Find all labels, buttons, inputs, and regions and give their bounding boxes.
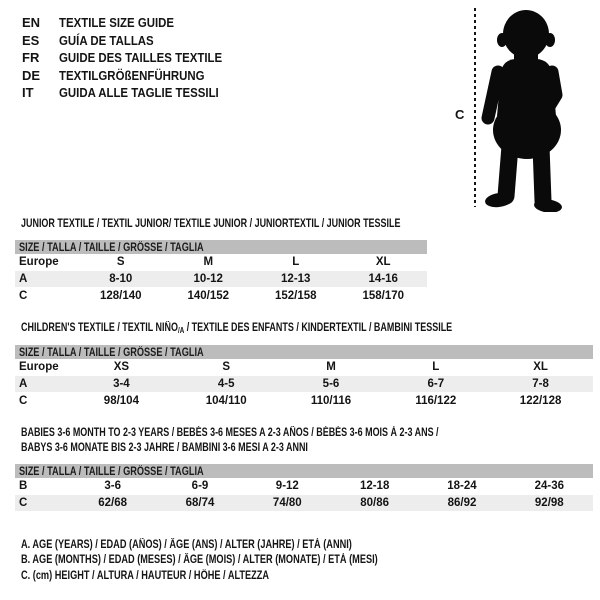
language-row bbox=[22, 32, 244, 50]
language-title: TEXTILE SIZE GUIDE bbox=[59, 15, 175, 31]
size-header-row bbox=[15, 345, 593, 359]
size-value-cell: 152/158 bbox=[274, 290, 317, 302]
babies-size-table bbox=[15, 464, 593, 512]
row-label-cell: C bbox=[19, 290, 28, 302]
size-value-cell: L bbox=[432, 361, 440, 373]
size-value-cell: L bbox=[292, 256, 300, 268]
size-value-cell: 6-7 bbox=[427, 378, 445, 390]
row-label-cell: Europe bbox=[19, 256, 59, 268]
size-value-cell: 62/68 bbox=[98, 497, 128, 509]
size-value-cell: 128/140 bbox=[99, 290, 142, 302]
row-label-cell: C bbox=[19, 395, 28, 407]
legend-note-a: A. AGE (YEARS) / EDAD (AÑOS) / ÂGE (ANS) / ALTER (JAHRE) / ETÀ (ANNI) bbox=[21, 539, 352, 551]
language-code: EN bbox=[22, 15, 41, 31]
row-label-cell: C bbox=[19, 497, 28, 509]
size-value-cell: XS bbox=[113, 361, 130, 373]
size-value-cell: M bbox=[326, 361, 336, 373]
table-row bbox=[15, 359, 593, 375]
language-code: FR bbox=[22, 50, 40, 66]
row-label-cell: Europe bbox=[19, 361, 59, 373]
size-value-cell: 6-9 bbox=[191, 480, 209, 492]
row-label-cell: B bbox=[19, 480, 28, 492]
size-value-cell: 12-18 bbox=[359, 480, 390, 492]
size-value-cell: 116/122 bbox=[415, 395, 457, 407]
size-value-cell: 8-10 bbox=[109, 273, 133, 285]
size-value-cell: 7-8 bbox=[532, 378, 549, 390]
size-value-cell: 80/86 bbox=[360, 497, 390, 509]
language-title: TEXTILGRÖßENFÜHRUNG bbox=[59, 67, 205, 83]
size-value-cell: 18-24 bbox=[447, 480, 477, 492]
table-row bbox=[15, 393, 593, 409]
language-code: IT bbox=[22, 85, 34, 101]
table-row bbox=[15, 375, 593, 393]
title-line: BABYS 3-6 MONATE BIS 2-3 JAHRE / BAMBINI 3-6 MESI A 2-3 ANNI bbox=[21, 442, 308, 454]
size-value-cell: 92/98 bbox=[534, 497, 564, 509]
size-value-cell: 4-5 bbox=[217, 378, 235, 390]
title-text: / TEXTILE DES ENFANTS / KINDERTEXTIL / BAMBINI TESSILE bbox=[184, 322, 453, 334]
size-value-cell: 24-36 bbox=[534, 480, 565, 492]
language-code: ES bbox=[22, 32, 40, 48]
babies-table-title bbox=[21, 426, 439, 456]
table-body bbox=[15, 478, 593, 512]
height-measure-label: C bbox=[455, 107, 465, 122]
height-measure-dashed-line bbox=[474, 8, 476, 207]
title-text: CHILDREN'S TEXTILE / TEXTIL NIÑO bbox=[21, 322, 178, 334]
row-label-cell: A bbox=[19, 273, 28, 285]
language-header bbox=[22, 14, 244, 102]
language-title: GUÍA DE TALLAS bbox=[59, 32, 154, 48]
size-value-cell: 9-12 bbox=[275, 480, 299, 492]
size-header-row bbox=[15, 464, 593, 478]
size-header-label: SIZE / TALLA / TAILLE / GRÖSSE / TAGLIA bbox=[19, 242, 204, 254]
language-row bbox=[22, 84, 244, 102]
language-row bbox=[22, 14, 244, 32]
table-body bbox=[15, 359, 593, 409]
size-value-cell: 14-16 bbox=[368, 273, 398, 285]
language-row bbox=[22, 49, 244, 67]
size-value-cell: 12-13 bbox=[281, 273, 311, 285]
legend-note-b: B. AGE (MONTHS) / EDAD (MESES) / ÂGE (MOIS) / ALTER (MONATE) / ETÀ (MESI) bbox=[21, 554, 378, 567]
toddler-silhouette-icon bbox=[477, 8, 573, 212]
size-value-cell: 98/104 bbox=[103, 395, 139, 407]
language-title: GUIDA ALLE TAGLIE TESSILI bbox=[59, 85, 219, 101]
size-value-cell: 74/80 bbox=[272, 497, 302, 509]
size-value-cell: XL bbox=[375, 256, 391, 268]
size-value-cell: 140/152 bbox=[187, 290, 230, 302]
size-value-cell: 3-6 bbox=[104, 480, 121, 492]
size-value-cell: M bbox=[203, 256, 214, 268]
junior-table-title: JUNIOR TEXTILE / TEXTIL JUNIOR/ TEXTILE JUNIOR / JUNIORTEXTIL / JUNIOR TESSILE bbox=[21, 218, 401, 230]
size-header-label: SIZE / TALLA / TAILLE / GRÖSSE / TAGLIA bbox=[19, 347, 204, 359]
table-row bbox=[15, 254, 427, 270]
title-line: BABIES 3-6 MONTH TO 2-3 YEARS / BEBÉS 3-6 MESES A 2-3 AÑOS / BÉBÉS 3-6 MOIS À 2-3 ANS / bbox=[21, 427, 439, 439]
size-value-cell: S bbox=[222, 361, 231, 373]
size-value-cell: 3-4 bbox=[113, 378, 130, 390]
size-value-cell: 104/110 bbox=[205, 395, 247, 407]
language-code: DE bbox=[22, 67, 41, 83]
size-header-label: SIZE / TALLA / TAILLE / GRÖSSE / TAGLIA bbox=[19, 466, 204, 478]
size-value-cell: 122/128 bbox=[519, 395, 562, 407]
size-header-row bbox=[15, 240, 427, 254]
size-value-cell: 10-12 bbox=[193, 273, 223, 285]
language-title: GUIDE DES TAILLES TEXTILE bbox=[59, 50, 223, 66]
legend-notes bbox=[21, 538, 467, 584]
legend-note-c: C. (cm) HEIGHT / ALTURA / HAUTEUR / HÖHE / ALTEZZA bbox=[21, 569, 270, 582]
size-value-cell: 68/74 bbox=[185, 497, 215, 509]
junior-size-table bbox=[15, 240, 427, 304]
table-row bbox=[15, 270, 427, 288]
row-label-cell: A bbox=[19, 378, 28, 390]
children-table-title bbox=[21, 321, 452, 338]
size-value-cell: XL bbox=[533, 361, 548, 373]
size-value-cell: S bbox=[116, 256, 125, 268]
table-row bbox=[15, 494, 593, 512]
size-value-cell: 110/116 bbox=[310, 395, 352, 407]
table-row bbox=[15, 288, 427, 304]
size-value-cell: 158/170 bbox=[362, 290, 405, 302]
language-row bbox=[22, 67, 244, 85]
table-row bbox=[15, 478, 593, 494]
table-body bbox=[15, 254, 427, 304]
size-value-cell: 86/92 bbox=[447, 497, 477, 509]
title-subscript: /A bbox=[177, 326, 185, 335]
children-size-table bbox=[15, 345, 593, 409]
size-value-cell: 5-6 bbox=[322, 378, 340, 390]
